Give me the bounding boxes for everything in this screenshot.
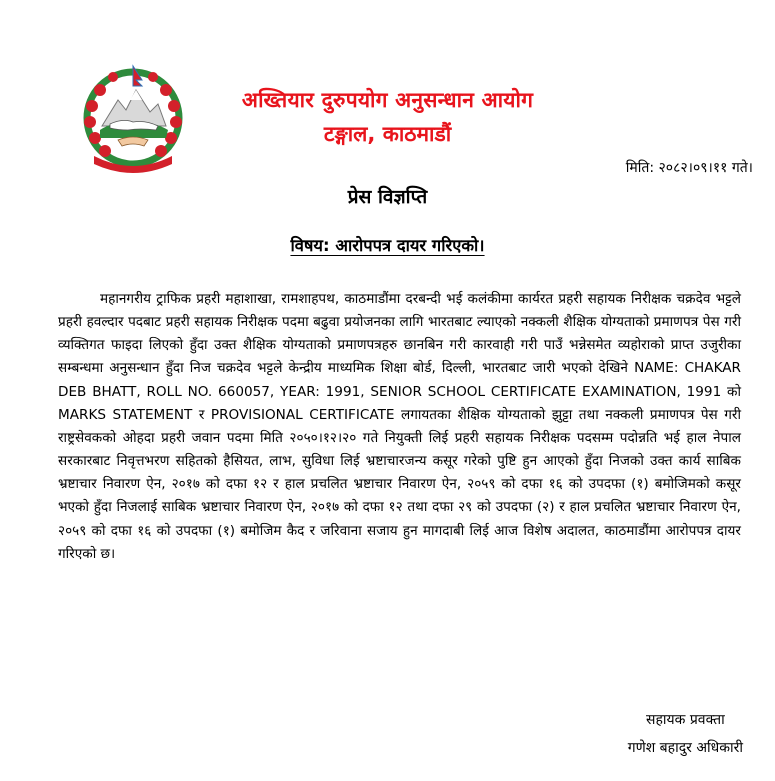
organization-location: टङ्गाल, काठमाडौं	[323, 122, 452, 146]
press-release-title: प्रेस विज्ञप्ति	[347, 186, 428, 208]
signatory-role: सहायक प्रवक्ता	[645, 712, 725, 728]
signature-block	[628, 706, 743, 762]
subject-text: विषय: आरोपपत्र दायर गरिएको।	[290, 236, 485, 255]
signatory-name: गणेश बहादुर अधिकारी	[627, 740, 743, 756]
organization-name: अख्तियार दुरुपयोग अनुसन्धान आयोग	[241, 88, 534, 112]
issue-date: मिति: २०८२।०९।११ गते।	[625, 160, 753, 176]
subject-heading	[0, 233, 775, 256]
body-paragraph: महानगरीय ट्राफिक प्रहरी महाशाखा, रामशाहपथ, काठमाडौंमा दरबन्दी भई कलंकीमा कार्यरत प्रहरी सहायक निरीक्षक चक्रदेव भट्टले प्रहरी हवल्दार पदबाट प्रहरी सहायक निरीक्षक पदमा बढुवा प्रयोजनका लागि भारतबाट ल्याएको नक्कली शैक्षिक योग्यताको प्रमाणपत्र पेस गरी व्यक्तिगत फाइदा लिएको हुँदा उक्त शैक्षिक योग्यताको प्रमाणपत्रहरु छानबिन गरी कारवाही गरी पाउँ भन्नेसमेत व्यहोराको प्राप्त उजुरीका सम्बन्धमा अनुसन्धान हुँदा निज चक्रदेव भट्टले केन्द्रीय माध्यमिक शिक्षा बोर्ड, दिल्ली, भारतबाट जारी भएको देखिने NAME: CHAKAR DEB BHATT, ROLL NO. 660057, YEAR: 1991, SENIOR SCHOOL CERTIFICATE EXAMINATION, 1991 को MARKS STATEMENT र PROVISIONAL CERTIFICATE लगायतका शैक्षिक योग्यताको झुट्टा तथा नक्कली प्रमाणपत्र पेस गरी राष्ट्रसेवकको ओहदा प्रहरी जवान पदमा मिति २०५०।१२।२० गते नियुक्ती लिई प्रहरी सहायक निरीक्षक पदसम्म पदोन्नति भई हाल नेपाल सरकारबाट निवृत्तभरण सहितको हैसियत, लाभ, सुविधा लिई भ्रष्टाचारजन्य कसूर गरेको पुष्टि हुन आएको हुँदा निजको उक्त कार्य साबिक भ्रष्टाचार निवारण ऐन, २०१७ को दफा १२ र हाल प्रचलित भ्रष्टाचार निवारण ऐन, २०५९ को दफा १६ को उपदफा (१) बमोजिमको कसूर भएको हुँदा निजलाई साबिक भ्रष्टाचार निवारण ऐन, २०१७ को दफा १२ तथा दफा २९ को उपदफा (२) र हाल प्रचलित भ्रष्टाचार निवारण ऐन, २०५९ को दफा १६ को उपदफा (१) बमोजिम कैद र जरिवाना सजाय हुन मागदाबी लिई आज विशेष अदालत, काठमाडौंमा आरोपपत्र दायर गरिएको छ।	[58, 291, 741, 562]
